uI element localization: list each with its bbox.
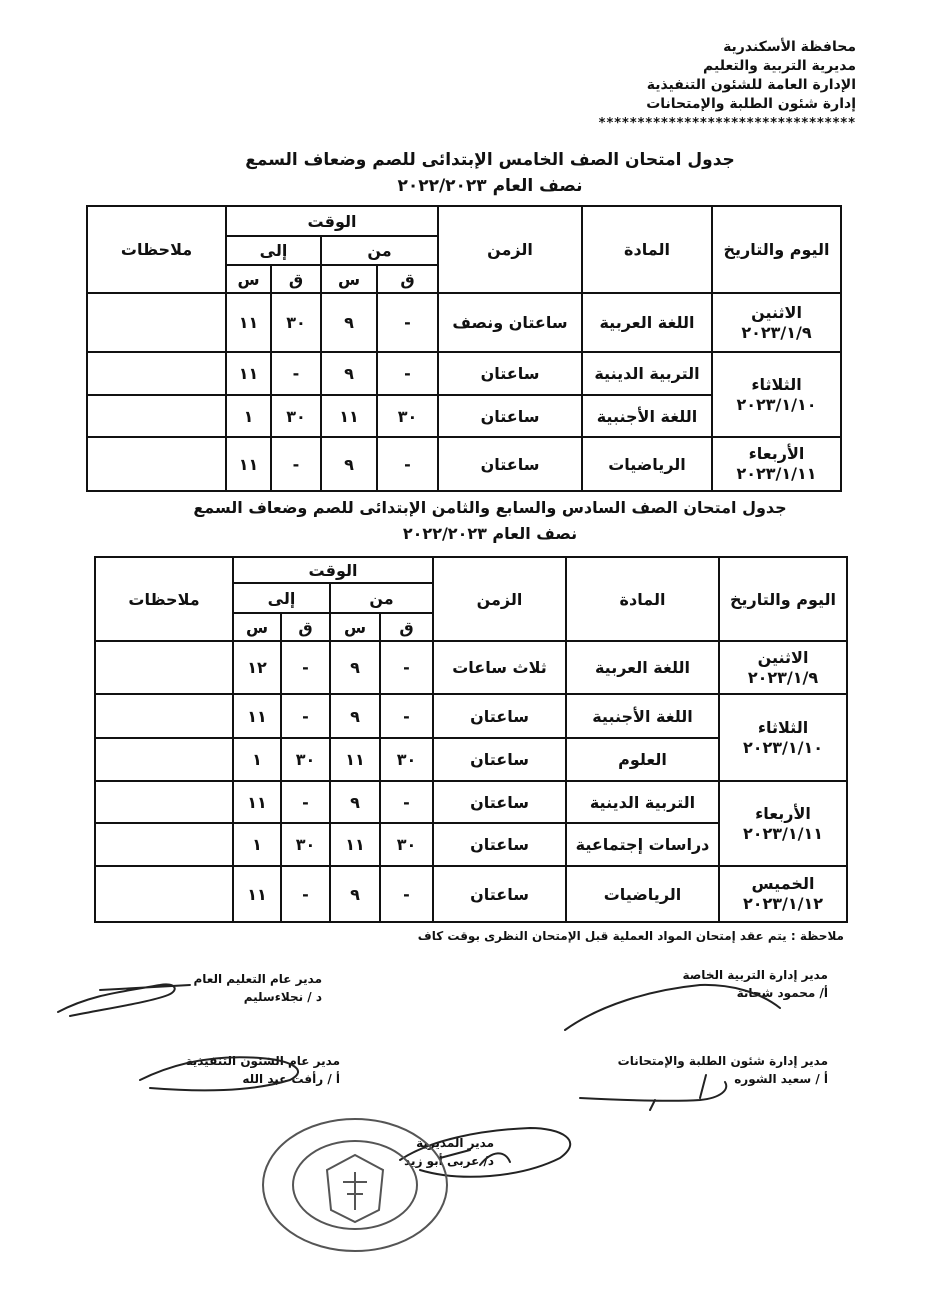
subject-cell: دراسات إجتماعية <box>566 823 719 866</box>
day-cell: الأربعاء ٢٠٢٣/١/١١ <box>719 781 847 866</box>
duration-cell: ساعتان <box>438 437 582 491</box>
from-minute-cell: ٣٠ <box>380 738 433 781</box>
table1-year: نصف العام ٢٠٢٢/٢٠٢٣ <box>397 176 583 196</box>
signature-general-ed: مدير عام التعليم العام د / نجلاءسليم <box>193 972 322 1004</box>
to-hour-cell: ١ <box>233 738 281 781</box>
day-cell: الثلاثاء ٢٠٢٣/١/١٠ <box>712 352 841 437</box>
col-day-date: اليوم والتاريخ <box>719 557 847 641</box>
from-minute-cell: ٣٠ <box>377 395 438 437</box>
col-day-date: اليوم والتاريخ <box>712 206 841 293</box>
col-subject: المادة <box>582 206 712 293</box>
day-cell: الخميس ٢٠٢٣/١/١٢ <box>719 866 847 922</box>
from-minute-cell: - <box>377 437 438 491</box>
table2-year: نصف العام ٢٠٢٢/٢٠٢٣ <box>402 524 578 543</box>
to-hour-cell: ١٢ <box>233 641 281 694</box>
from-minute-cell: - <box>380 781 433 823</box>
col-to: إلى <box>226 236 321 265</box>
duration-cell: ساعتان <box>433 781 566 823</box>
subject-cell: التربية الدينية <box>582 352 712 395</box>
subject-cell: الرياضيات <box>566 866 719 922</box>
from-minute-cell: - <box>377 352 438 395</box>
col-notes: ملاحظات <box>95 557 233 641</box>
col-to: إلى <box>233 583 330 613</box>
to-minute-cell: - <box>281 694 330 738</box>
header-directorate: مديرية التربية والتعليم <box>703 58 856 74</box>
from-hour-cell: ١١ <box>330 738 380 781</box>
from-minute-cell: ٣٠ <box>380 823 433 866</box>
to-minute-cell: ٣٠ <box>281 823 330 866</box>
to-hour-cell: ١١ <box>233 781 281 823</box>
to-hour-cell: ١١ <box>226 293 271 352</box>
from-minute-cell: - <box>377 293 438 352</box>
col-to-minute: ق <box>281 613 330 641</box>
subject-cell: اللغة الأجنبية <box>582 395 712 437</box>
col-from-hour: س <box>321 265 377 293</box>
duration-cell: ساعتان <box>438 352 582 395</box>
from-hour-cell: ١١ <box>330 823 380 866</box>
to-hour-cell: ١١ <box>233 866 281 922</box>
col-notes: ملاحظات <box>87 206 226 293</box>
subject-cell: الرياضيات <box>582 437 712 491</box>
header-general-admin: الإدارة العامة للشئون التنفيذية <box>646 77 856 93</box>
col-subject: المادة <box>566 557 719 641</box>
from-hour-cell: ٩ <box>330 866 380 922</box>
col-from: من <box>330 583 433 613</box>
duration-cell: ساعتان <box>433 823 566 866</box>
col-to-hour: س <box>226 265 271 293</box>
from-hour-cell: ٩ <box>321 352 377 395</box>
header-students-admin: إدارة شئون الطلبة والإمتحانات <box>646 96 856 112</box>
to-hour-cell: ١١ <box>226 352 271 395</box>
to-minute-cell: - <box>281 781 330 823</box>
duration-cell: ساعتان ونصف <box>438 293 582 352</box>
header-governorate: محافظة الأسكندرية <box>723 39 856 55</box>
day-cell: الثلاثاء ٢٠٢٣/١/١٠ <box>719 694 847 781</box>
col-duration: الزمن <box>438 206 582 293</box>
col-from-hour: س <box>330 613 380 641</box>
duration-cell: ثلاث ساعات <box>433 641 566 694</box>
official-seal-icon <box>255 1110 455 1260</box>
subject-cell: اللغة العربية <box>582 293 712 352</box>
col-time: الوقت <box>233 557 433 583</box>
from-minute-cell: - <box>380 694 433 738</box>
from-hour-cell: ١١ <box>321 395 377 437</box>
from-minute-cell: - <box>380 641 433 694</box>
to-minute-cell: ٣٠ <box>271 395 321 437</box>
from-hour-cell: ٩ <box>321 293 377 352</box>
from-hour-cell: ٩ <box>330 641 380 694</box>
col-time: الوقت <box>226 206 438 236</box>
to-minute-cell: ٣٠ <box>271 293 321 352</box>
col-from-minute: ق <box>377 265 438 293</box>
signature-special-ed: مدير إدارة التربية الخاصة أ/ محمود شحاتة <box>682 968 828 1000</box>
day-cell: الاثنين ٢٠٢٣/١/٩ <box>719 641 847 694</box>
duration-cell: ساعتان <box>433 694 566 738</box>
day-cell: الأربعاء ٢٠٢٣/١/١١ <box>712 437 841 491</box>
to-hour-cell: ١ <box>226 395 271 437</box>
subject-cell: اللغة الأجنبية <box>566 694 719 738</box>
header-stars-divider: ********************************* <box>598 116 856 131</box>
from-minute-cell: - <box>380 866 433 922</box>
from-hour-cell: ٩ <box>330 694 380 738</box>
to-minute-cell: - <box>281 641 330 694</box>
col-from: من <box>321 236 438 265</box>
col-to-hour: س <box>233 613 281 641</box>
col-to-minute: ق <box>271 265 321 293</box>
footnote: ملاحظة : يتم عقد إمتحان المواد العملية قبل الإمتحان النظرى بوقت كاف <box>417 929 844 943</box>
signature-students-affairs: مدير إدارة شئون الطلبة والإمتحانات أ / سعيد الشوره <box>617 1054 828 1086</box>
to-hour-cell: ١ <box>233 823 281 866</box>
to-minute-cell: ٣٠ <box>281 738 330 781</box>
to-minute-cell: - <box>271 352 321 395</box>
to-hour-cell: ١١ <box>233 694 281 738</box>
subject-cell: اللغة العربية <box>566 641 719 694</box>
col-duration: الزمن <box>433 557 566 641</box>
table1-title: جدول امتحان الصف الخامس الإبتدائى للصم وضعاف السمع <box>245 150 735 170</box>
to-hour-cell: ١١ <box>226 437 271 491</box>
subject-cell: التربية الدينية <box>566 781 719 823</box>
table2-title: جدول امتحان الصف السادس والسابع والثامن الإبتدائى للصم وضعاف السمع <box>193 498 787 517</box>
signature-exec-affairs: مدير عام الشئون التنفيذية أ / رأفت عبد الله <box>185 1054 340 1086</box>
col-from-minute: ق <box>380 613 433 641</box>
from-hour-cell: ٩ <box>330 781 380 823</box>
duration-cell: ساعتان <box>433 738 566 781</box>
from-hour-cell: ٩ <box>321 437 377 491</box>
to-minute-cell: - <box>271 437 321 491</box>
duration-cell: ساعتان <box>433 866 566 922</box>
signature-directorate: مدير المديرية د/ عربى أبو زيد <box>404 1136 494 1168</box>
to-minute-cell: - <box>281 866 330 922</box>
duration-cell: ساعتان <box>438 395 582 437</box>
day-cell: الاثنين ٢٠٢٣/١/٩ <box>712 293 841 352</box>
subject-cell: العلوم <box>566 738 719 781</box>
